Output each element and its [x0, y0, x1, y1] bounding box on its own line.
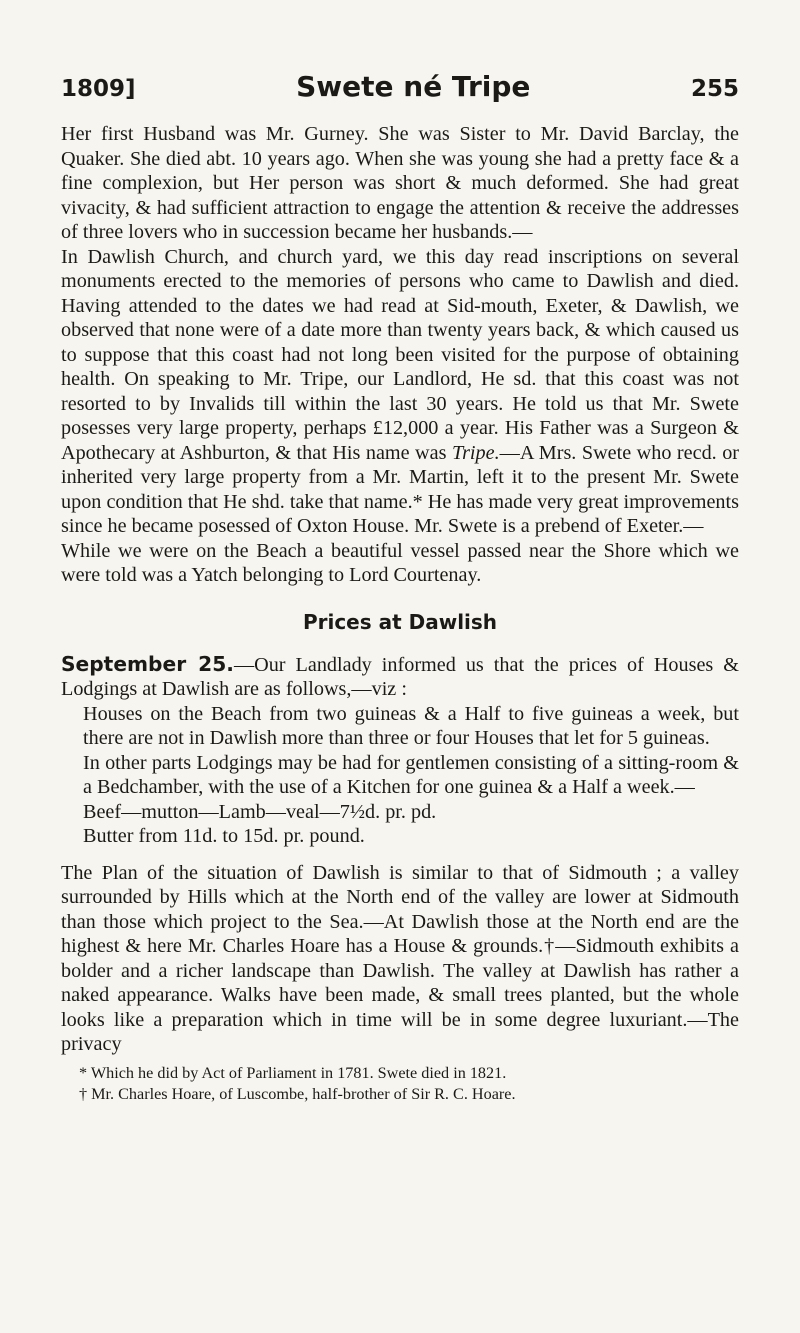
header-title: Swete né Tripe: [296, 70, 531, 103]
paragraph-gurney: Her first Husband was Mr. Gurney. She was Sister to Mr. David Barclay, the Quaker. She died abt. 10 years ago. When she was young she had a pretty face & a fine complexion, but Her person was short & much deformed. She had great vivacity, & had sufficient attraction to engage the attention & receive the addresses of three lovers who in succession became her husbands.—: [61, 123, 739, 243]
tripe-italic: Tripe.: [451, 441, 500, 464]
price-item: Butter from 11d. to 15d. pr. pound.: [83, 825, 365, 847]
church-text: In Dawlish Church, and church yard, we this day read inscriptions on several monuments erected to the memories of persons who came to Dawlish and died. Having attended to the dates we had read at Sid-mouth, Exeter, & Dawlish, we observed that none were of a date more than twenty years back, & which caused us to suppose that this coast had not long been visited for the purpose of obtaining health. On speaking to Mr. Tripe, our Landlord, He sd. that this coast was not resorted to by Invalids till within the last 30 years. He told us that Mr. Swete posesses very large property, perhaps £12,000 a year. His Father was a Surgeon & Apothecary at Ashburton, & that His name was: [61, 245, 739, 464]
footnote: * Which he did by Act of Parliament in 1781. Swete died in 1821.: [79, 1063, 507, 1082]
paragraph-plan: The Plan of the situation of Dawlish is similar to that of Sidmouth ; a valley surrounded by Hills which at the North end of the valley are lower at Sidmouth than those which project to the Sea.—At Dawlish those at the North end are the highest & here Mr. Charles Hoare has a House & grounds.†—Sidmouth exhibits a bolder and a richer landscape than Dawlish. The valley at Dawlish has rather a naked appearance. Walks have been made, & small trees planted, but the whole looks like a preparation which in time will be in some degree luxuriant.—The privacy: [61, 861, 739, 1055]
paragraph-church: [61, 245, 739, 539]
section-heading: Prices at Dawlish: [302, 609, 498, 634]
price-item: Houses on the Beach from two guineas & a Half to five guineas a week, but there are not in Dawlish more than three or four Houses that let for 5 guineas.: [83, 702, 739, 749]
body-text: [61, 122, 739, 1057]
footnotes: [61, 1063, 739, 1105]
running-header: [61, 70, 739, 114]
price-item: Beef—mutton—Lamb—veal—7½d. pr. pd.: [83, 800, 437, 823]
price-item: In other parts Lodgings may be had for gentlemen consisting of a sitting-room & a Bedchamber, with the use of a Kitchen for one guinea & a Half a week.—: [83, 751, 739, 798]
paragraph-september: [61, 652, 739, 702]
prices-list: [61, 702, 739, 849]
page-number: 255: [690, 76, 739, 102]
paragraph-yacht: While we were on the Beach a beautiful vessel passed near the Shore which we were told was a Yatch belonging to Lord Courtenay.: [61, 539, 739, 586]
september-text: —Our Landlady informed us that the prices of Houses & Lodgings at Dawlish are as follows,—viz :: [61, 653, 740, 700]
tripe-rest: —A Mrs. Swete who recd. or inherited very large property from a Mr. Martin, left it to the present Mr. Swete upon condition that He shd. take that name.* He has made very great improvements since he became posessed of Oxton House. Mr. Swete is a prebend of Exeter.—: [61, 441, 740, 537]
header-year: 1809]: [61, 76, 136, 102]
book-page: [61, 70, 739, 1105]
footnote: † Mr. Charles Hoare, of Luscombe, half-brother of Sir R. C. Hoare.: [79, 1084, 516, 1103]
september-date: September 25.: [61, 651, 234, 676]
